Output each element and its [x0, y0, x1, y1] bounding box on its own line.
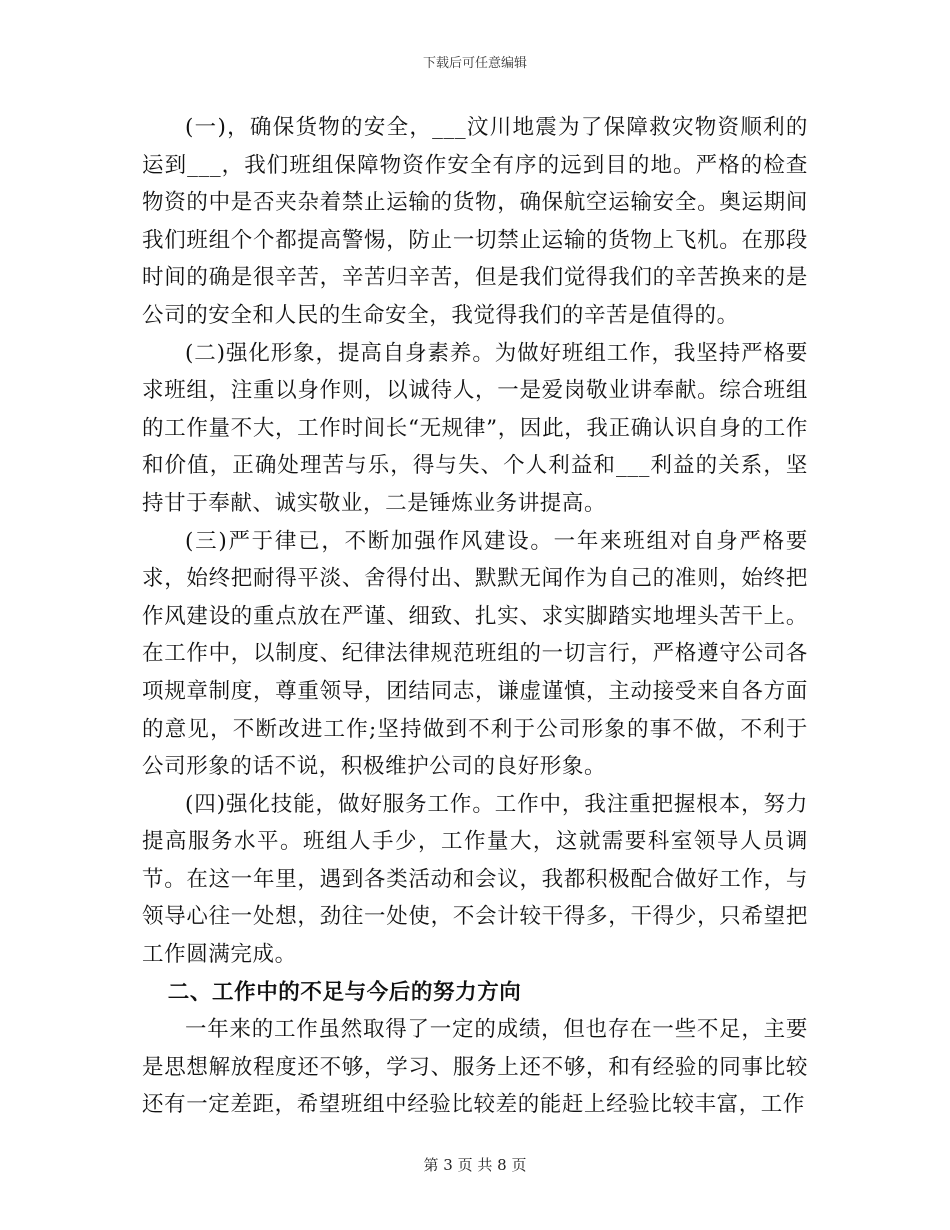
paragraph-3: (三)严于律已，不断加强作风建设。一年来班组对自身严格要求，始终把耐得平淡、舍得付出、默默无闻作为自己的准则，始终把作风建设的重点放在严谨、细致、扎实、求实脚踏实地埋头苦干上。在工作中，以制度、纪律法律规范班组的一切言行，严格遵守公司各项规章制度，尊重领导，团结同志，谦虚谨慎，主动接受来自各方面的意见，不断改进工作;坚持做到不利于公司形象的事不做，不利于公司形象的话不说，积极维护公司的良好形象。	[142, 528, 808, 780]
document-body	[142, 109, 808, 1124]
paragraph-1: (一)，确保货物的安全，___汶川地震为了保障救灾物资顺利的运到___，我们班组保障物资作安全有序的远到目的地。严格的检查物资的中是否夹杂着禁止运输的货物，确保航空运输安全。奥运期间我们班组个个都提高警惕，防止一切禁止运输的货物上飞机。在那段时间的确是很辛苦，辛苦归辛苦，但是我们觉得我们的辛苦换来的是公司的安全和人民的生命安全，我觉得我们的辛苦是值得的。	[142, 115, 808, 328]
paragraph-2: (二)强化形象，提高自身素养。为做好班组工作，我坚持严格要求班组，注重以身作则，以诚待人，一是爱岗敬业讲奉献。综合班组的工作量不大，工作时间长“无规律”，因此，我正确认识自身的工作和价值，正确处理苦与乐，得与失、个人利益和___利益的关系，坚持甘于奉献、诚实敬业，二是锤炼业务讲提高。	[142, 340, 808, 516]
page-header: 下载后可任意编辑	[422, 56, 527, 71]
paragraph-5: 一年来的工作虽然取得了一定的成绩，但也存在一些不足，主要是思想解放程度还不够，学习、服务上还不够，和有经验的同事比较还有一定差距，希望班组中经验比较差的能赶上经验比较丰富，工作	[142, 1017, 808, 1118]
paragraph-4: (四)强化技能，做好服务工作。工作中，我注重把握根本，努力提高服务水平。班组人手少，工作量大，这就需要科室领导人员调节。在这一年里，遇到各类活动和会议，我都积极配合做好工作，与领导心往一处想，劲往一处使，不会计较干得多，干得少，只希望把工作圆满完成。	[142, 791, 808, 968]
section-heading: 二、工作中的不足与今后的努力方向	[167, 979, 522, 1005]
page-footer: 第 3 页 共 8 页	[423, 1156, 527, 1174]
